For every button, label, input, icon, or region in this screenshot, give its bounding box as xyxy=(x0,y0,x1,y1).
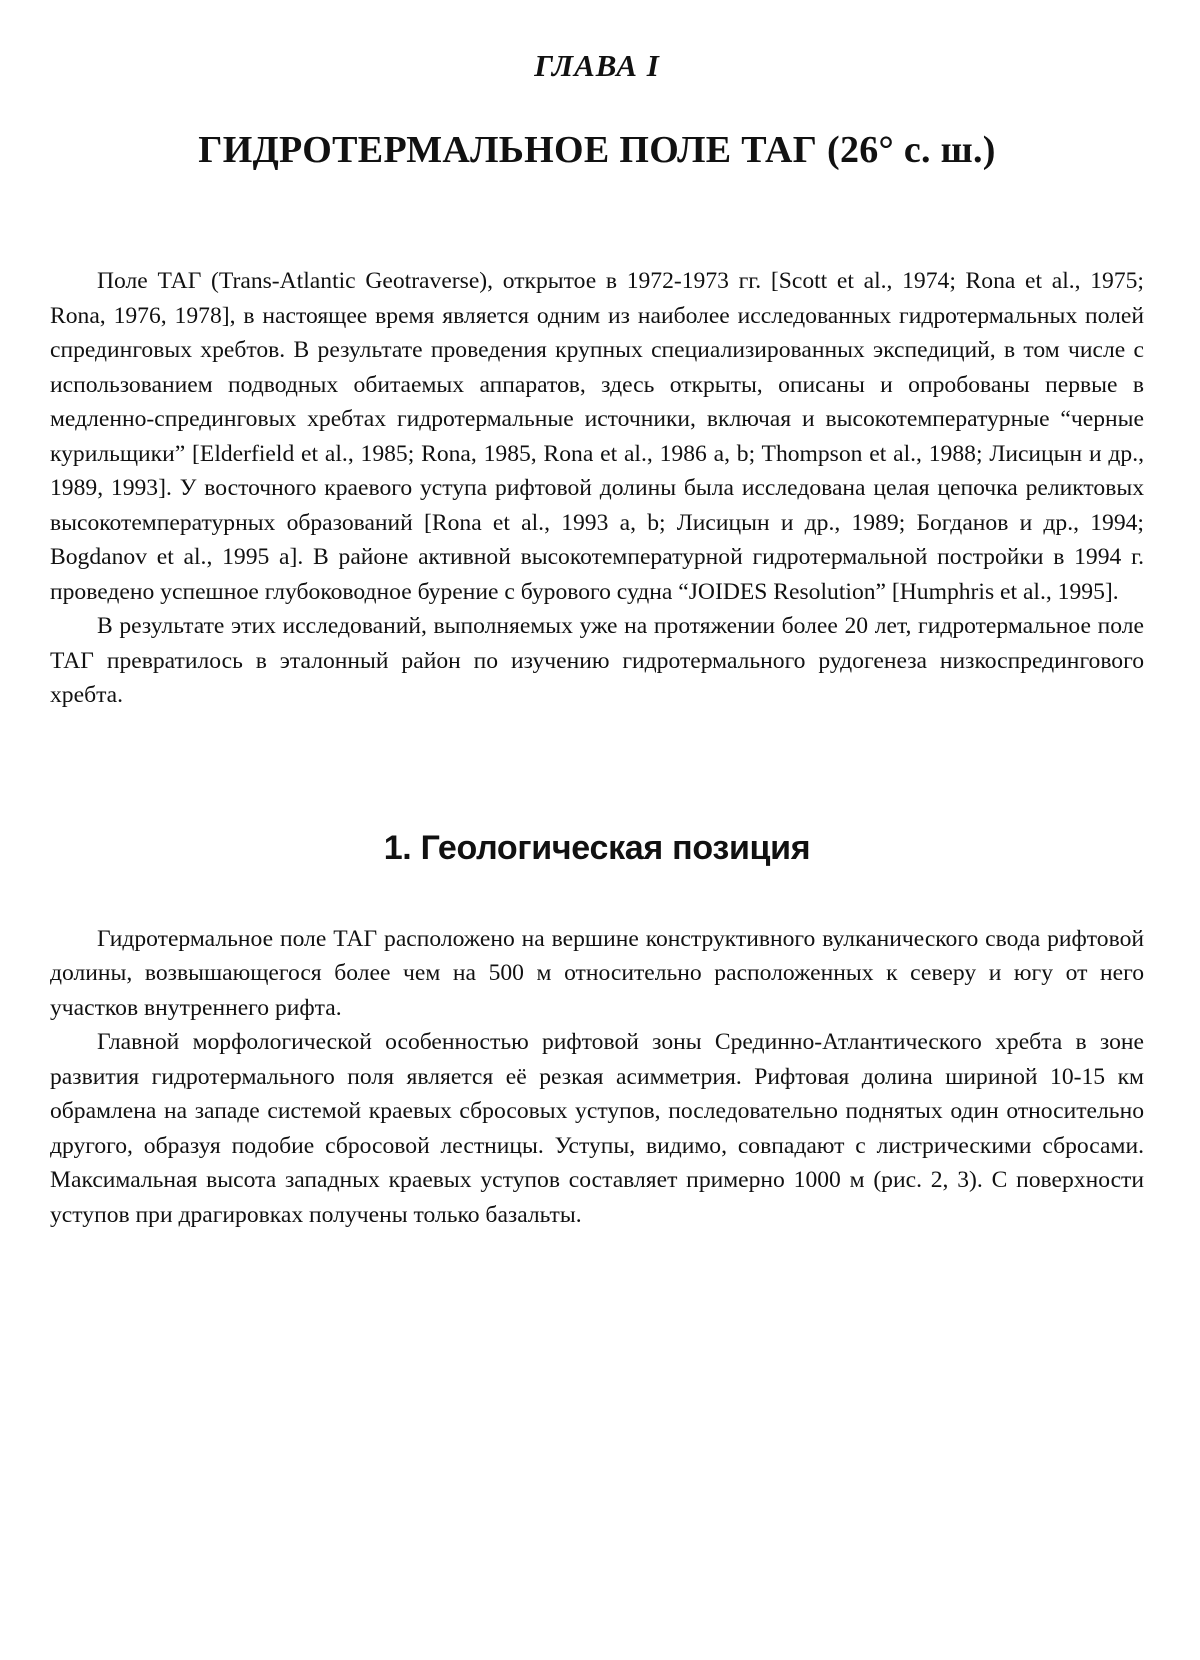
section-text xyxy=(50,922,1144,1233)
intro-paragraph: Поле ТАГ (Trans-Atlantic Geotraverse), открытое в 1972-1973 гг. [Scott et al., 1974; Rona et al., 1975; Rona, 1976, 1978], в настоящее время является одним из наиболее исследованных гидротермальных полей спрединговых хребтов. В результате проведения крупных специализированных экспедиций, в том числе с использованием подводных обитаемых аппаратов, здесь открыты, описаны и опробованы первые в медленно-спрединговых хребтах гидротермальные источники, включая и высокотемпературные “черные курильщики” [Elderfield et al., 1985; Rona, 1985, Rona et al., 1986 a, b; Thompson et al., 1988; Лисицын и др., 1989, 1993]. У восточного краевого уступа рифтовой долины была исследована целая цепочка реликтовых высокотемпературных образований [Rona et al., 1993 a, b; Лисицын и др., 1989; Богданов и др., 1994; Bogdanov et al., 1995 a]. В районе активной высокотемпературной гидротермальной постройки в 1994 г. проведено успешное глубоководное бурение с бурового судна “JOIDES Resolution” [Humphris et al., 1995]. xyxy=(50,268,1144,605)
section-title: 1. Геологическая позиция xyxy=(383,828,811,867)
section-paragraph: Главной морфологической особенностью рифтовой зоны Срединно-Атлантического хребта в зоне развития гидротермального поля является её резкая асимметрия. Рифтовая долина шириной 10-15 км обрамлена на западе системой краевых сбросовых уступов, последовательно поднятых один относительно другого, образуя подобие сбросовой лестницы. Уступы, видимо, совпадают с листрическими сбросами. Максимальная высота западных краевых уступов составляет примерно 1000 м (рис. 2, 3). С поверхности уступов при драгировках получены только базальты. xyxy=(50,1029,1144,1228)
section-paragraph: Гидротермальное поле ТАГ расположено на вершине конструктивного вулканического свода рифтовой долины, возвышающегося более чем на 500 м относительно расположенных к северу и югу от него участков внутреннего рифта. xyxy=(50,925,1144,1021)
intro-text xyxy=(50,264,1144,713)
chapter-label: ГЛАВА I xyxy=(534,48,660,83)
intro-paragraph: В результате этих исследований, выполняемых уже на протяжении более 20 лет, гидротермальное поле ТАГ превратилось в эталонный район по изучению гидротермального рудогенеза низкоспредингового хребта. xyxy=(50,613,1144,708)
chapter-title: ГИДРОТЕРМАЛЬНОЕ ПОЛЕ ТАГ (26° с. ш.) xyxy=(198,129,996,171)
document-page xyxy=(50,40,1144,1232)
